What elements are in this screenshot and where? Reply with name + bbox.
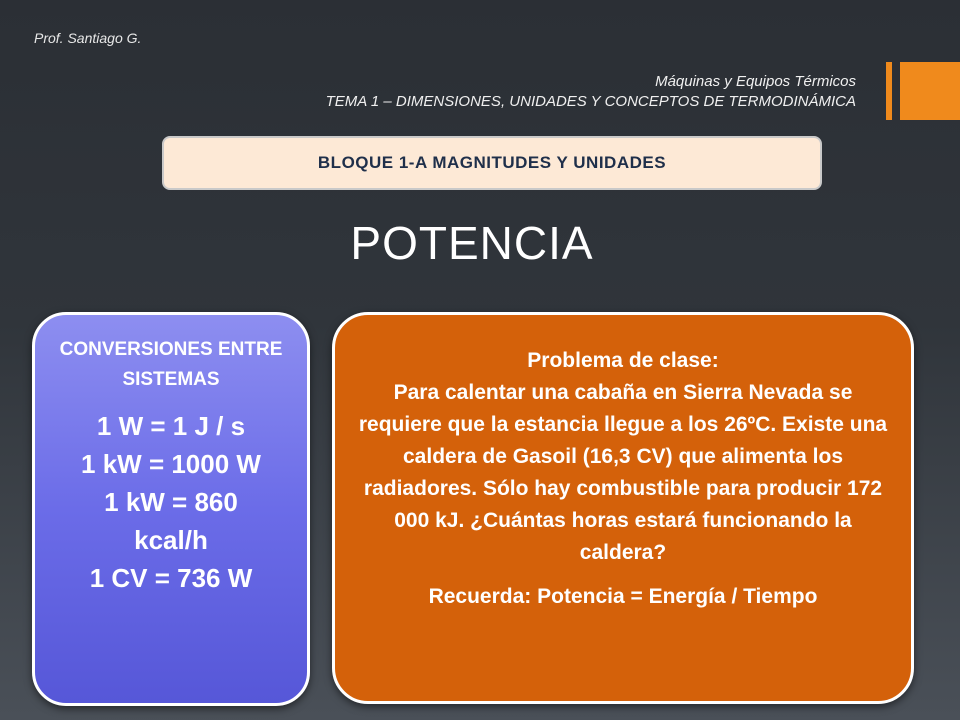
block-banner: BLOQUE 1-A MAGNITUDES Y UNIDADES: [162, 136, 822, 190]
course-header: [326, 72, 856, 112]
course-topic: TEMA 1 – DIMENSIONES, UNIDADES Y CONCEPTOS DE TERMODINÁMICA: [325, 93, 856, 110]
problem-text: Para calentar una cabaña en Sierra Nevada se requiere que la estancia llegue a los 26ºC. Existe una caldera de Gasoil (16,3 CV) que alimenta los radiadores. Sólo hay combustible para producir 172 000 kJ. ¿Cuántas horas estará funcionando la caldera?: [358, 381, 888, 564]
problem-box: [332, 312, 914, 704]
slide-title: POTENCIA: [350, 217, 594, 269]
problem-reminder: Recuerda: Potencia = Energía / Tiempo: [428, 585, 818, 608]
conversion-line: 1 kW = 1000 W: [81, 449, 261, 479]
accent-bar-thick: [900, 62, 960, 120]
conversions-box: [32, 312, 310, 706]
accent-bar-thin: [886, 62, 892, 120]
conversions-list: [35, 407, 307, 597]
conversion-line: 1 CV = 736 W: [89, 563, 253, 593]
author-label: Prof. Santiago G.: [34, 30, 142, 46]
conversions-title: CONVERSIONES ENTRE SISTEMAS: [59, 339, 283, 390]
conversion-line: 1 W = 1 J / s: [96, 411, 246, 441]
conversion-line: 1 kW = 860 kcal/h: [104, 487, 238, 555]
problem-heading: Problema de clase:: [527, 349, 719, 372]
course-name: Máquinas y Equipos Térmicos: [655, 73, 856, 90]
